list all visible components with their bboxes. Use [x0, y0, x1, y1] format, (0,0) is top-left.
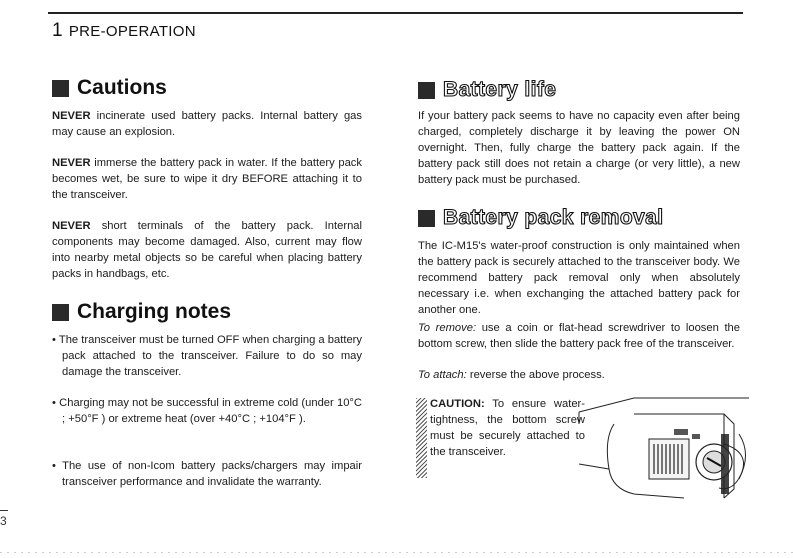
battery-life-title: Battery life	[443, 78, 557, 101]
page-number-rule	[0, 510, 8, 511]
caution-lead: NEVER	[52, 157, 91, 169]
transceiver-illustration	[574, 394, 749, 514]
chapter-header	[52, 20, 196, 42]
attach-instructions	[418, 367, 740, 383]
charging-bullet: • Charging may not be successful in extreme cold (under 10°C ; +50°F ) or extreme heat (over +40°C ; +104°F ).	[52, 397, 362, 425]
caution-note	[430, 396, 585, 460]
charging-heading	[52, 300, 231, 324]
header-rule	[48, 12, 743, 14]
caution-lead: NEVER	[52, 220, 91, 232]
caution-text: incinerate used battery packs. Internal battery gas may cause an explosion.	[52, 110, 362, 138]
removal-instructions	[418, 320, 740, 352]
caution-text: short terminals of the battery pack. Internal components may become damaged. Also, current may flow into nearby metal objects so be careful when placing battery packs in handbags, etc.	[52, 220, 362, 280]
scan-artifact	[0, 552, 793, 553]
caution-item	[52, 108, 362, 140]
caution-note-text: To ensure water-tightness, the bottom screw must be securely attached to the transceiver.	[430, 398, 585, 458]
caution-label: CAUTION:	[430, 398, 485, 410]
attach-text: reverse the above process.	[466, 369, 605, 381]
caution-item	[52, 155, 362, 203]
charging-title: Charging notes	[77, 300, 232, 323]
page-number: 3	[0, 514, 7, 528]
charging-bullet: • The use of non-Icom battery packs/chargers may impair transceiver performance and invalidate the warranty.	[52, 460, 362, 488]
cautions-heading	[52, 76, 167, 100]
section-square-icon	[418, 82, 435, 99]
section-square-icon	[418, 210, 435, 227]
chapter-number: 1	[52, 20, 63, 41]
battery-life-text: If your battery pack seems to have no capacity even after being charged, completely discharge it by leaving the power ON overnight. Then, fully charge the battery pack again. If the battery pack still does not retain a charge (or very little), a new battery pack must be purchased.	[418, 110, 740, 186]
battery-life-heading	[418, 78, 556, 102]
cautions-title: Cautions	[77, 76, 167, 99]
caution-lead: NEVER	[52, 110, 91, 122]
attach-label: To attach:	[418, 369, 467, 381]
removal-heading	[418, 206, 663, 230]
section-square-icon	[52, 80, 69, 97]
caution-box	[416, 394, 746, 514]
charging-bullet: • The transceiver must be turned OFF when charging a battery pack attached to the transceiver. Failure to do so may damage the transceiver.	[52, 334, 362, 378]
caution-item	[52, 218, 362, 282]
caution-hatch-bar	[416, 398, 427, 478]
remove-label: To remove:	[418, 322, 477, 334]
removal-title: Battery pack removal	[443, 206, 664, 229]
caution-text: immerse the battery pack in water. If the battery pack becomes wet, be sure to wipe it dry BEFORE attaching it to the transceiver.	[52, 157, 362, 201]
section-square-icon	[52, 304, 69, 321]
chapter-title: PRE-OPERATION	[68, 23, 196, 40]
removal-intro: The IC-M15's water-proof construction is only maintained when the battery pack is securely attached to the transceiver body. We recommend battery pack removal only when absolutely necessary i.e. when exchanging the attached battery pack for another one.	[418, 240, 740, 316]
remove-text: use a coin or flat-head screwdriver to loosen the bottom screw, then slide the battery pack free of the transceiver.	[418, 322, 740, 350]
